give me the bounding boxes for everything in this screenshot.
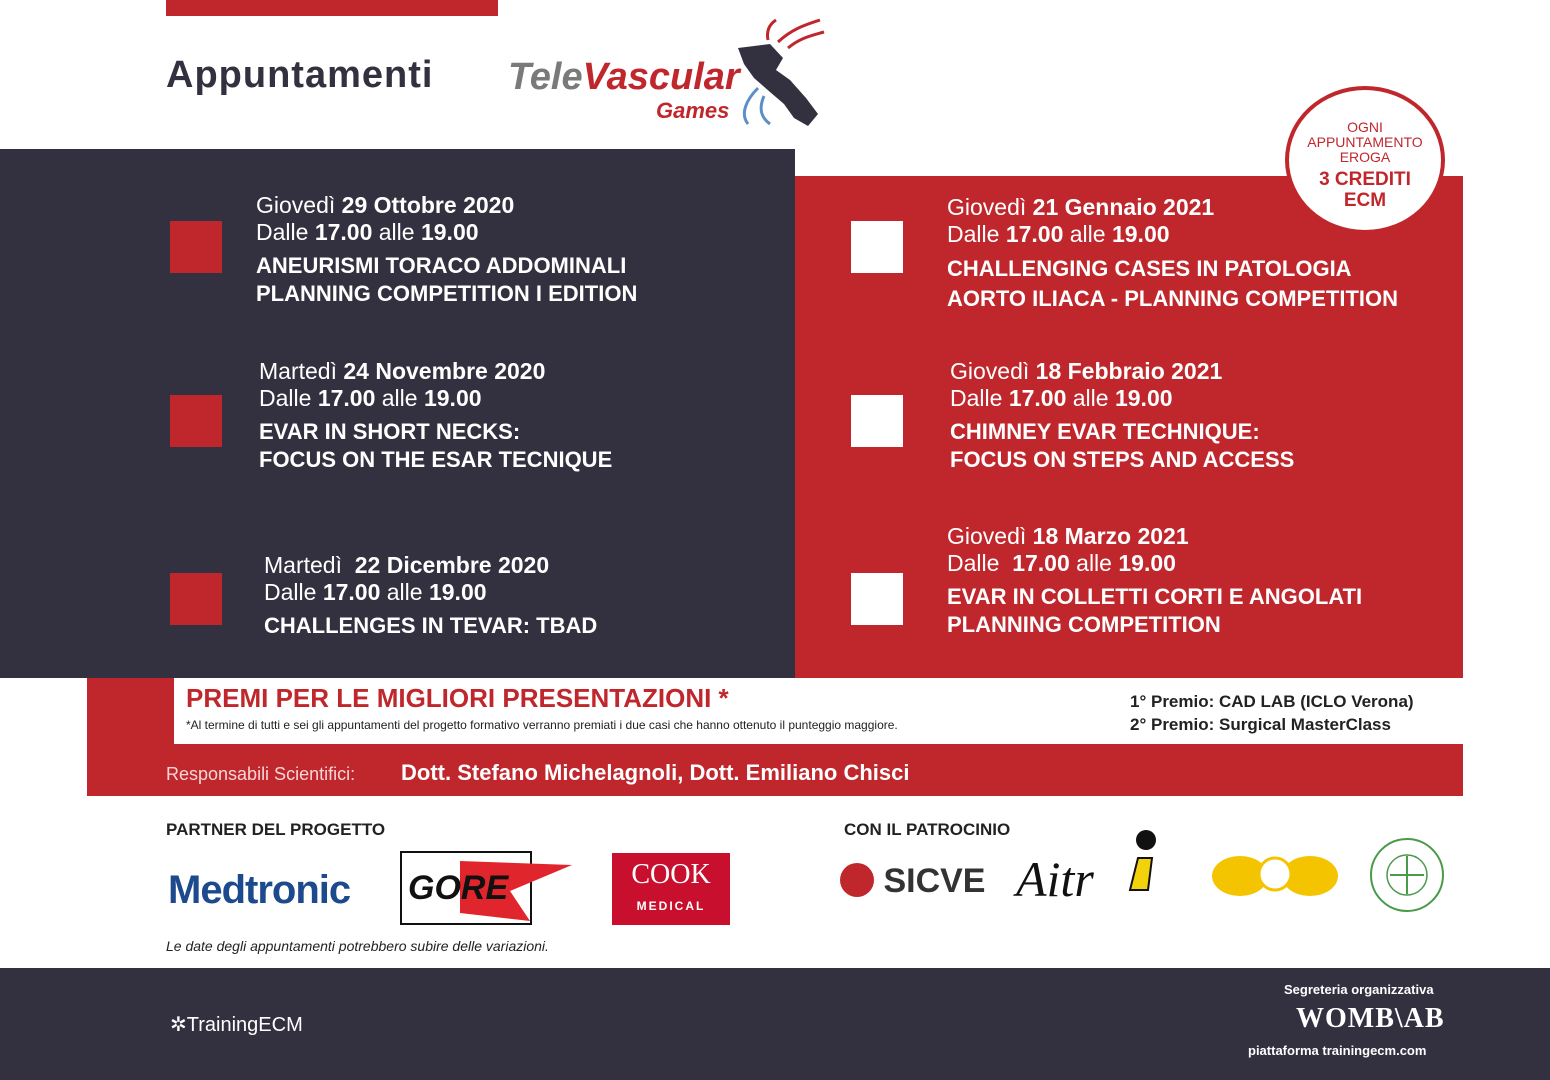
top-accent-bar [166,0,498,16]
event-start: 17.00 [317,385,376,411]
disclaimer-note: Le date degli appuntamenti potrebbero subire delle variazioni. [166,938,549,954]
first-prize: 1° Premio: CAD LAB (ICLO Verona) [1130,692,1414,711]
platform-link[interactable]: piattaforma trainingecm.com [1248,1043,1427,1058]
event-day: Giovedì [947,194,1027,220]
medtronic-logo: Medtronic [168,868,351,912]
event-item [264,552,597,640]
event-marker [851,395,903,447]
sicve-circle-icon [840,863,874,897]
to-label: alle [381,385,418,411]
logo-tele-text: Tele [508,56,583,98]
responsabili-names: Dott. Stefano Michelagnoli, Dott. Emiliano Chisci [401,760,910,785]
womblab-logo: WOMB\AB [1296,1003,1445,1034]
logo-games-text: Games [656,98,730,123]
event-title: CHALLENGING CASES IN PATOLOGIA [947,256,1352,281]
from-label: Dalle [947,550,1000,576]
event-day: Martedì [259,358,337,384]
televascular-logo [508,18,838,138]
to-label: alle [386,579,423,605]
aitr-text: Aitr [1016,851,1094,907]
event-marker [170,573,222,625]
trainingecm-logo [170,1012,303,1037]
badge-line: OGNI [1347,119,1383,135]
sicve-text: SICVE [883,862,986,900]
event-item [947,523,1362,639]
cook-text: COOK [631,859,711,890]
event-start: 17.00 [322,579,381,605]
gore-logo [400,851,575,925]
event-title: FOCUS ON STEPS AND ACCESS [950,447,1295,472]
aitr-logo [1016,850,1094,908]
page-title: Appuntamenti [166,54,434,96]
event-day: Giovedì [256,192,336,218]
sici-lions-logo [1210,850,1340,900]
training-text: TrainingECM [186,1014,303,1036]
event-start: 17.00 [314,219,373,245]
prize-list [1130,690,1414,736]
badge-line: APPUNTAMENTO [1307,134,1423,150]
responsabili-label: Responsabili Scientifici: [166,764,356,784]
to-label: alle [378,219,415,245]
to-label: alle [1069,221,1106,247]
event-marker [170,221,222,273]
event-title: PLANNING COMPETITION [947,612,1221,637]
logo-vascular-text: Vascular [582,56,740,98]
event-day: Giovedì [947,523,1027,549]
event-day: Martedì [264,552,342,578]
event-title: EVAR IN SHORT NECKS: [259,419,521,444]
event-title: ANEURISMI TORACO ADDOMINALI [256,253,627,278]
event-title: PLANNING COMPETITION I EDITION [256,281,638,306]
event-end: 19.00 [1114,385,1173,411]
event-marker [851,221,903,273]
event-title: CHALLENGES IN TEVAR: TBAD [264,613,598,638]
radiation-i-icon [1120,828,1170,898]
event-start: 17.00 [1012,550,1070,576]
cook-sub-text: MEDICAL [636,899,706,913]
event-item [947,194,1398,314]
partners-label: PARTNER DEL PROGETTO [166,820,386,839]
event-start: 17.00 [1008,385,1067,411]
prize-note: *Al termine di tutti e sei gli appuntamenti del progetto formativo verranno premiati i due casi che hanno ottenuto il punteggio maggiore. [186,718,898,732]
event-end: 19.00 [1118,550,1176,576]
from-label: Dalle [950,385,1003,411]
gore-text: GORE [408,869,509,907]
event-day: Giovedì [950,358,1030,384]
event-date: 29 Ottobre 2020 [341,192,515,218]
event-date: 22 Dicembre 2020 [354,552,550,578]
collegio-chirurgia-logo [1368,836,1446,914]
event-title: CHIMNEY EVAR TECHNIQUE: [950,419,1260,444]
from-label: Dalle [259,385,312,411]
collegio-seal-icon [1368,836,1446,914]
from-label: Dalle [264,579,317,605]
event-marker [851,573,903,625]
event-date: 21 Gennaio 2021 [1032,194,1215,220]
prize-title: PREMI PER LE MIGLIORI PRESENTAZIONI * [186,683,729,713]
sicve-logo [840,862,986,901]
to-label: alle [1076,550,1112,576]
badge-credits: 3 CREDITI [1319,169,1411,190]
lions-emblem-icon [1210,850,1340,900]
event-item [950,358,1294,474]
badge-line: EROGA [1339,149,1391,165]
badge-ecm: ECM [1343,190,1387,211]
event-date: 18 Febbraio 2021 [1035,358,1223,384]
event-item [256,192,637,308]
event-item [259,358,612,474]
event-end: 19.00 [423,385,482,411]
event-end: 19.00 [420,219,479,245]
event-title: FOCUS ON THE ESAR TECNIQUE [259,447,613,472]
from-label: Dalle [947,221,1000,247]
event-end: 19.00 [1111,221,1170,247]
patrocinio-label: CON IL PATROCINIO [844,820,1011,839]
event-date: 18 Marzo 2021 [1032,523,1189,549]
event-date: 24 Novembre 2020 [343,358,546,384]
segreteria-label: Segreteria organizzativa [1284,982,1434,997]
event-title: EVAR IN COLLETTI CORTI E ANGOLATI [947,584,1363,609]
event-end: 19.00 [428,579,487,605]
event-marker [170,395,222,447]
event-title: AORTO ILIACA - PLANNING COMPETITION [947,286,1398,311]
cook-medical-logo [612,853,730,925]
to-label: alle [1072,385,1109,411]
from-label: Dalle [256,219,309,245]
training-star-icon: ✲ [170,1014,187,1036]
event-start: 17.00 [1005,221,1064,247]
second-prize: 2° Premio: Surgical MasterClass [1130,715,1391,734]
